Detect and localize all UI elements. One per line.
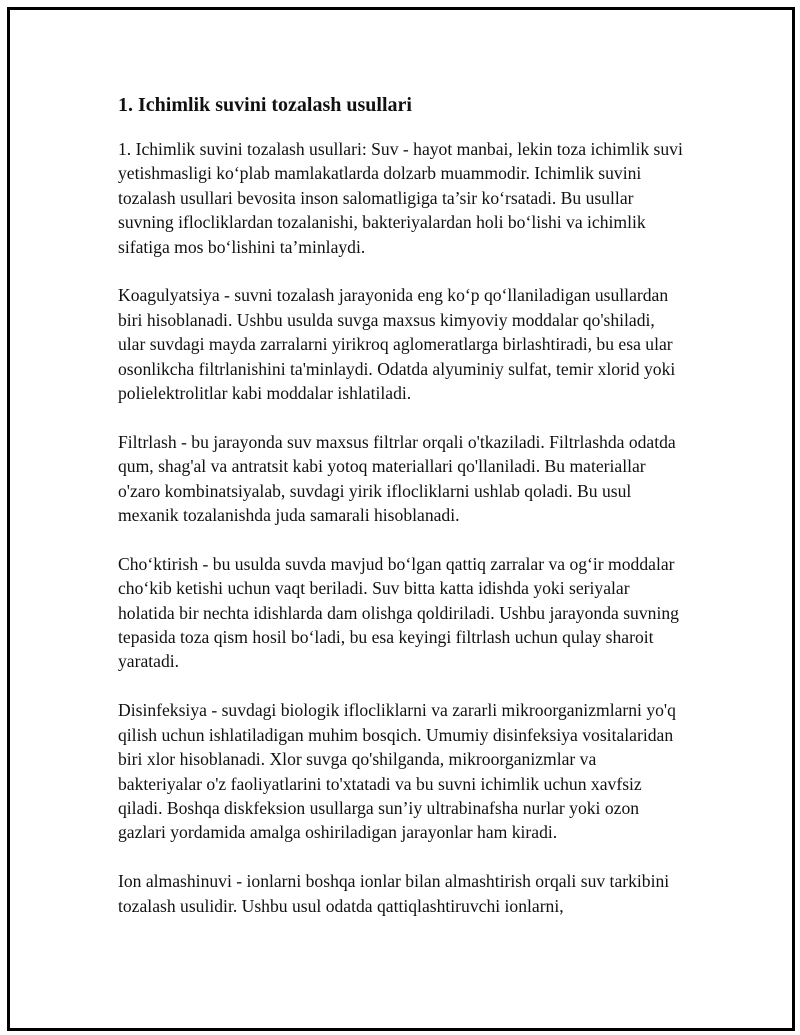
document-title: 1. Ichimlik suvini tozalash usullari: [118, 94, 412, 116]
paragraph-koagulyatsiya: Koagulyatsiya - suvni tozalash jarayonida eng ko‘p qo‘llaniladigan usullardan biri hisoblanadi. Ushbu usulda suvga maxsus kimyoviy moddalar qo'shiladi, ular suvdagi mayda zarralarni yirikroq aglomeratlarga birlashtiradi, bu esa ular osonlikcha filtrlanishini ta'minlaydi. Odatda alyuminiy sulfat, temir xlorid yoki polielektrolitlar kabi moddalar ishlatiladi.: [118, 285, 676, 404]
paragraph-filtrlash: Filtrlash - bu jarayonda suv maxsus filtrlar orqali o'tkaziladi. Filtrlashda odatda qum, shag'al va antratsit kabi yotoq materiallari qo'llaniladi. Bu materiallar o'zaro kombinatsiyalab, suvdagi yirik ifloсliklarni ushlab qoladi. Bu usul mexanik tozalanishda juda samarali hisoblanadi.: [118, 431, 676, 526]
document-body: [118, 90, 684, 942]
paragraph-ion-almashinuvi: Ion almashinuvi - ionlarni boshqa ionlar bilan almashtirish orqali suv tarkibini tozalash usulidir. Ushbu usul odatda qattiqlashtiruvchi ionlarni,: [118, 871, 670, 916]
paragraph-disinfeksiya: Disinfeksiya - suvdagi biologik ifloсliklarni va zararli mikroorganizmlarni yo'q qilish uchun ishlatiladigan muhim bosqich. Umumiy disinfeksiya vositalaridan biri xlor hisoblanadi. Xlor suvga qo'shilganda, mikroorganizmlar va bakteriyalar o'z faoliyatlarini to'xtatadi va bu suvni ichimlik uchun xavfsiz qiladi. Boshqa diskfeksion usullarga sun’iy ultrabinafsha nurlar yoki ozon gazlari yordamida amalga oshiriladigan jarayonlar ham kiradi.: [118, 700, 676, 843]
paragraph-intro: 1. Ichimlik suvini tozalash usullari: Suv - hayot manbai, lekin toza ichimlik suvi yetishmasligi ko‘plab mamlakatlarda dolzarb muammodir. Ichimlik suvini tozalash usullari bevosita inson salomatligiga ta’sir ko‘rsatadi. Bu usullar suvning ifloсliklardan tozalanishi, bakteriyalardan holi bo‘lishi va ichimlik sifatiga mos bo‘lishini ta’minlaydi.: [118, 139, 683, 257]
paragraph-choktirish: Cho‘ktirish - bu usulda suvda mavjud bo‘lgan qattiq zarralar va og‘ir moddalar cho‘kib ketishi uchun vaqt beriladi. Suv bitta katta idishda yoki seriyalar holatida bir nechta idishlarda dam olishga qoldiriladi. Ushbu jarayonda suvning tepasida toza qism hosil bo‘ladi, bu esa keyingi filtrlash uchun qulay sharoit yaratadi.: [118, 553, 679, 672]
